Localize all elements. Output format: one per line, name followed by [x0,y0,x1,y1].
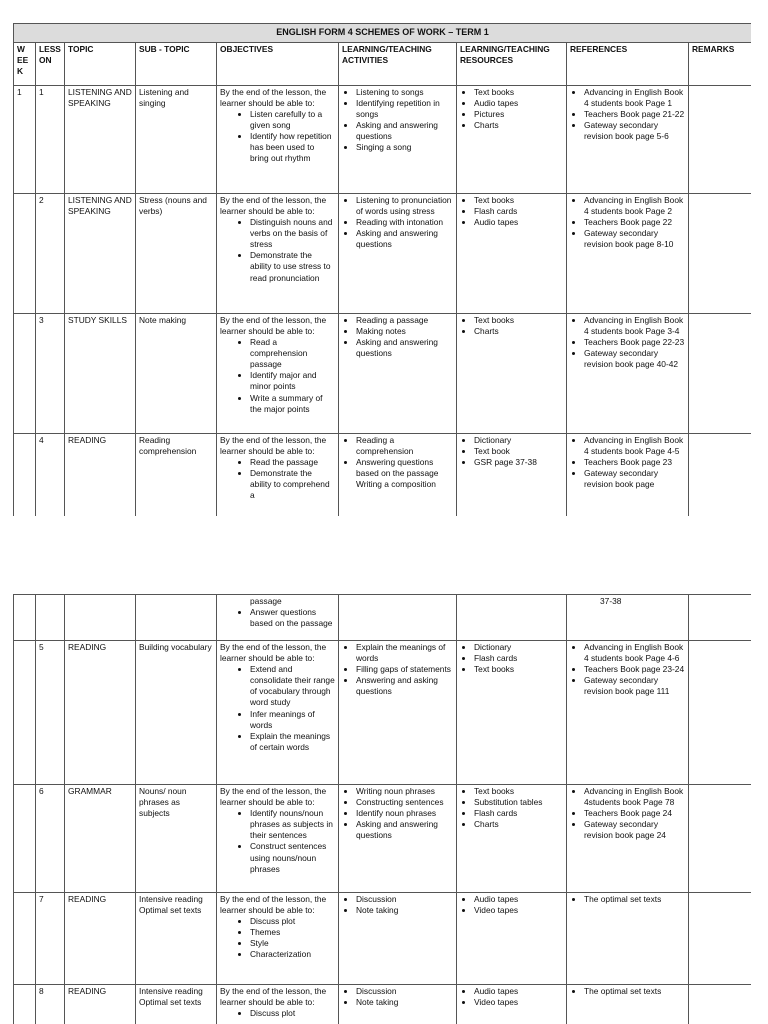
list-item: • Discuss plot [250,1008,335,1019]
cell-references [567,433,689,516]
reference-continued-text: 37-38 [600,596,622,606]
bullet-list [342,315,453,359]
header-objectives: OBJECTIVES [217,42,339,85]
lesson-number: 3 [39,314,44,325]
list-item: • Audio tapes [474,98,563,109]
subtopic-text: Intensive reading Optimal set texts [139,986,203,1008]
cell-objectives [217,893,339,985]
list-item: • Charts [474,120,563,131]
topic-text: READING [68,894,107,904]
header-remarks: REMARKS [689,42,752,85]
list-item: • Audio tapes [474,986,563,997]
cell-lesson [36,595,65,641]
list-item: • Write a summary of the major points [250,393,335,415]
cell-references [567,595,689,641]
lesson-number: 2 [39,194,44,205]
bullet-list [220,109,335,164]
lesson-row [14,313,752,433]
cell-lesson [36,985,65,1024]
cell-week [14,893,36,985]
list-item: • Flash cards [474,653,563,664]
header-subtopic: SUB - TOPIC [136,42,217,85]
topic-text: GRAMMAR [68,786,112,796]
cell-activities [339,313,457,433]
list-item: • Gateway secondary revision book page 24 [584,819,685,841]
bullet-list [342,195,453,250]
subtopic-text: Reading comprehension [139,434,197,456]
list-item: • Advancing in English Book 4 students book Page 2 [584,195,685,217]
bullet-list [570,435,685,490]
list-item: • Filling gaps of statements [356,664,453,675]
cell-lesson [36,433,65,516]
bullet-list [570,642,685,697]
list-item: • Teachers Book page 23 [584,457,685,468]
list-item: • Extend and consolidate their range of vocabulary through word study [250,664,335,708]
cell-objectives [217,193,339,313]
list-item: • Pictures [474,109,563,120]
subtopic-text: Building vocabulary [139,642,212,652]
bullet-list [342,986,453,1008]
bullet-list [220,808,335,875]
subtopic-text: Stress (nouns and verbs) [139,194,207,216]
cell-resources [457,595,567,641]
list-item: • Teachers Book page 22-23 [584,337,685,348]
cell-activities [339,433,457,516]
cell-subtopic [136,433,217,516]
bullet-list [220,457,335,501]
bullet-list [570,986,685,997]
cell-remarks [689,313,752,433]
list-item: • Discussion [356,986,453,997]
bullet-list [342,435,453,479]
objective-intro: By the end of the lesson, the learner should be able to: [220,894,327,916]
lesson-number: 8 [39,986,44,996]
list-item: • Listen carefully to a given song [250,109,335,131]
cell-week [14,313,36,433]
list-item: • Listening to songs [356,87,453,98]
cell-subtopic [136,595,217,641]
cell-lesson [36,785,65,893]
header-resources: LEARNING/TEACHING RESOURCES [457,42,567,85]
cell-activities [339,985,457,1024]
list-item: • Note taking [356,905,453,916]
cell-activities [339,193,457,313]
list-item: • Flash cards [474,206,563,217]
subtopic-text: Listening and singing [139,86,189,108]
bullet-list [570,315,685,370]
cell-topic [65,595,136,641]
cell-week [14,193,36,313]
lesson-number: 5 [39,642,44,652]
objective-intro: By the end of the lesson, the learner should be able to: [220,986,327,1008]
bullet-list [570,195,685,250]
list-item: • Flash cards [474,808,563,819]
bullet-list [460,894,563,916]
list-item: • Infer meanings of words [250,709,335,731]
header-topic: TOPIC [65,42,136,85]
lesson-number: 4 [39,434,44,445]
cell-topic [65,985,136,1024]
list-item: • Gateway secondary revision book page 8-10 [584,228,685,250]
cell-objectives [217,985,339,1024]
list-item: • The optimal set texts [584,894,685,905]
cell-objectives [217,85,339,193]
list-item: • Dictionary [474,435,563,446]
bullet-list [460,986,563,1008]
week-number: 1 [17,86,22,97]
list-item: • Advancing in English Book 4 students book Page 4-6 [584,642,685,664]
header-lesson: LESS ON [36,42,65,85]
list-item: • Discussion [356,894,453,905]
list-item: • Identify major and minor points [250,370,335,392]
lesson-row [14,85,752,193]
list-item: • Text books [474,195,563,206]
lesson-number: 6 [39,786,44,796]
list-item: • Construct sentences using nouns/noun phrases [250,841,335,874]
cell-week [14,85,36,193]
bullet-list [460,195,563,228]
objective-intro: By the end of the lesson, the learner should be able to: [220,194,327,216]
bullet-list [220,664,335,753]
bullet-list [342,642,453,697]
cell-objectives [217,641,339,785]
list-item: • Identifying repetition in songs [356,98,453,120]
bullet-list [570,87,685,142]
bullet-list [220,217,335,284]
list-item: • Teachers Book page 21-22 [584,109,685,120]
lesson-row [14,893,752,985]
list-item: • Explain the meanings of certain words [250,731,335,753]
subtopic-text: Nouns/ noun phrases as subjects [139,786,187,819]
list-item: • Reading a comprehension [356,435,453,457]
cell-activities [339,85,457,193]
bullet-list [570,786,685,841]
cell-activities [339,785,457,893]
cell-resources [457,313,567,433]
cell-objectives [217,785,339,893]
bullet-list [460,315,563,337]
list-item: • Note taking [356,997,453,1008]
lesson-row [14,433,752,516]
header-activities: LEARNING/TEACHING ACTIVITIES [339,42,457,85]
header-week: W EE K [14,42,36,85]
list-item: • Charts [474,326,563,337]
list-item: • Demonstrate the ability to use stress to read pronunciation [250,250,335,283]
list-item: • Explain the meanings of words [356,642,453,664]
cell-week [14,641,36,785]
cell-subtopic [136,313,217,433]
subtopic-text: Note making [139,314,187,325]
cell-references [567,313,689,433]
lesson-number: 1 [39,86,44,97]
list-item: • Video tapes [474,905,563,916]
list-item: • Asking and answering questions [356,228,453,250]
list-item: • Gateway secondary revision book page 5-6 [584,120,685,142]
list-item: • Identify noun phrases [356,808,453,819]
subtopic-text: Intensive reading Optimal set texts [139,894,203,916]
document-page-2 [13,594,751,1024]
scheme-table-page-2 [13,594,751,1024]
cell-objectives [217,313,339,433]
list-item: • Dictionary [474,642,563,653]
cell-remarks [689,193,752,313]
document-title: ENGLISH FORM 4 SCHEMES OF WORK – TERM 1 [14,24,752,43]
cell-resources [457,985,567,1024]
header-references: REFERENCES [567,42,689,85]
cell-references [567,85,689,193]
bullet-list [342,87,453,154]
cell-topic [65,85,136,193]
list-item: • Asking and answering questions [356,120,453,142]
list-item: • Answering questions based on the passage [356,457,453,479]
cell-resources [457,433,567,516]
cell-week [14,595,36,641]
cell-resources [457,893,567,985]
cell-objectives [217,433,339,516]
objective-list [220,607,335,629]
list-item: • Singing a song [356,142,453,153]
list-item: • Read a comprehension passage [250,337,335,370]
list-item: • Demonstrate the ability to comprehend a [250,468,335,501]
cell-references [567,893,689,985]
header-row [14,42,752,85]
cell-references [567,985,689,1024]
list-item: • Gateway secondary revision book page [584,468,685,490]
cell-references [567,193,689,313]
list-item: • Writing noun phrases [356,786,453,797]
cell-activities [339,595,457,641]
cell-remarks [689,893,752,985]
bullet-list [570,894,685,905]
cell-topic [65,193,136,313]
list-item: • Teachers Book page 22 [584,217,685,228]
list-item: • Advancing in English Book 4 students book Page 3-4 [584,315,685,337]
list-item: • Read the passage [250,457,335,468]
document-page-1 [13,23,751,516]
cell-lesson [36,85,65,193]
cell-week [14,985,36,1024]
list-item: • Charts [474,819,563,830]
list-item: • Discuss plot [250,916,335,927]
list-item: • Text books [474,786,563,797]
list-item: • GSR page 37-38 [474,457,563,468]
cell-subtopic [136,985,217,1024]
list-item: • Identify nouns/noun phrases as subjects in their sentences [250,808,335,841]
list-item: • Answering and asking questions [356,675,453,697]
cell-subtopic [136,193,217,313]
list-item: • Teachers Book page 24 [584,808,685,819]
bullet-list [460,87,563,131]
bullet-list [460,435,563,468]
cell-topic [65,893,136,985]
cell-subtopic [136,85,217,193]
bullet-list [220,1008,335,1019]
lesson-row [14,985,752,1024]
topic-text: READING [68,434,107,445]
bullet-list [342,786,453,841]
activity-extra: Writing a composition [356,479,436,490]
cell-remarks [689,985,752,1024]
list-item: • Making notes [356,326,453,337]
list-item: • Constructing sentences [356,797,453,808]
cell-topic [65,641,136,785]
list-item: • Gateway secondary revision book page 40-42 [584,348,685,370]
bullet-list [342,894,453,916]
cell-resources [457,641,567,785]
topic-text: READING [68,642,107,652]
list-item: • Themes [250,927,335,938]
list-item: • Audio tapes [474,894,563,905]
objective-intro: By the end of the lesson, the learner should be able to: [220,434,327,456]
cell-remarks [689,785,752,893]
objective-continued-text: passage [250,596,282,606]
list-item: • Teachers Book page 23-24 [584,664,685,675]
bullet-list [460,642,563,675]
objective-intro: By the end of the lesson, the learner should be able to: [220,86,327,108]
list-item: • Asking and answering questions [356,337,453,359]
cell-topic [65,785,136,893]
list-item: • Identify how repetition has been used to bring out rhythm [250,131,335,164]
cell-references [567,641,689,785]
list-item: • Substitution tables [474,797,563,808]
continuation-row [14,595,752,641]
cell-remarks [689,433,752,516]
cell-resources [457,785,567,893]
cell-resources [457,193,567,313]
lesson-row [14,641,752,785]
lesson-row [14,193,752,313]
title-row [14,24,752,43]
topic-text: LISTENING AND SPEAKING [68,86,132,108]
cell-week [14,785,36,893]
objective-intro: By the end of the lesson, the learner should be able to: [220,314,327,336]
topic-text: STUDY SKILLS [68,314,127,325]
list-item: • Characterization [250,949,335,960]
list-item: • Audio tapes [474,217,563,228]
topic-text: LISTENING AND SPEAKING [68,194,132,216]
list-item: • Advancing in English Book 4 students book Page 1 [584,87,685,109]
cell-references [567,785,689,893]
cell-remarks [689,641,752,785]
cell-week [14,433,36,516]
cell-lesson [36,893,65,985]
cell-activities [339,641,457,785]
list-item: • Style [250,938,335,949]
cell-lesson [36,641,65,785]
cell-topic [65,313,136,433]
list-item: • Text books [474,664,563,675]
cell-objectives [217,595,339,641]
lesson-row [14,785,752,893]
list-item: • Reading with intonation [356,217,453,228]
cell-topic [65,433,136,516]
list-item: • Answer questions based on the passage [250,607,335,629]
bullet-list [220,337,335,415]
objective-intro: By the end of the lesson, the learner should be able to: [220,786,327,808]
cell-remarks [689,595,752,641]
list-item: • Advancing in English Book 4 students book Page 4-5 [584,435,685,457]
list-item: • Text books [474,315,563,326]
list-item: • Listening to pronunciation of words using stress [356,195,453,217]
topic-text: READING [68,986,107,996]
list-item: • Text book [474,446,563,457]
cell-remarks [689,85,752,193]
cell-resources [457,85,567,193]
cell-lesson [36,313,65,433]
scheme-table-page-1 [13,23,751,516]
cell-activities [339,893,457,985]
list-item: • The optimal set texts [584,986,685,997]
lesson-number: 7 [39,894,44,904]
cell-subtopic [136,785,217,893]
list-item: • Reading a passage [356,315,453,326]
list-item: • Advancing in English Book 4students book Page 78 [584,786,685,808]
list-item: • Gateway secondary revision book page 111 [584,675,685,697]
bullet-list [460,786,563,830]
bullet-list [220,916,335,960]
cell-subtopic [136,641,217,785]
cell-lesson [36,193,65,313]
list-item: • Video tapes [474,997,563,1008]
objective-intro: By the end of the lesson, the learner should be able to: [220,642,327,664]
cell-subtopic [136,893,217,985]
list-item: • Distinguish nouns and verbs on the basis of stress [250,217,335,250]
list-item: • Text books [474,87,563,98]
list-item: • Asking and answering questions [356,819,453,841]
